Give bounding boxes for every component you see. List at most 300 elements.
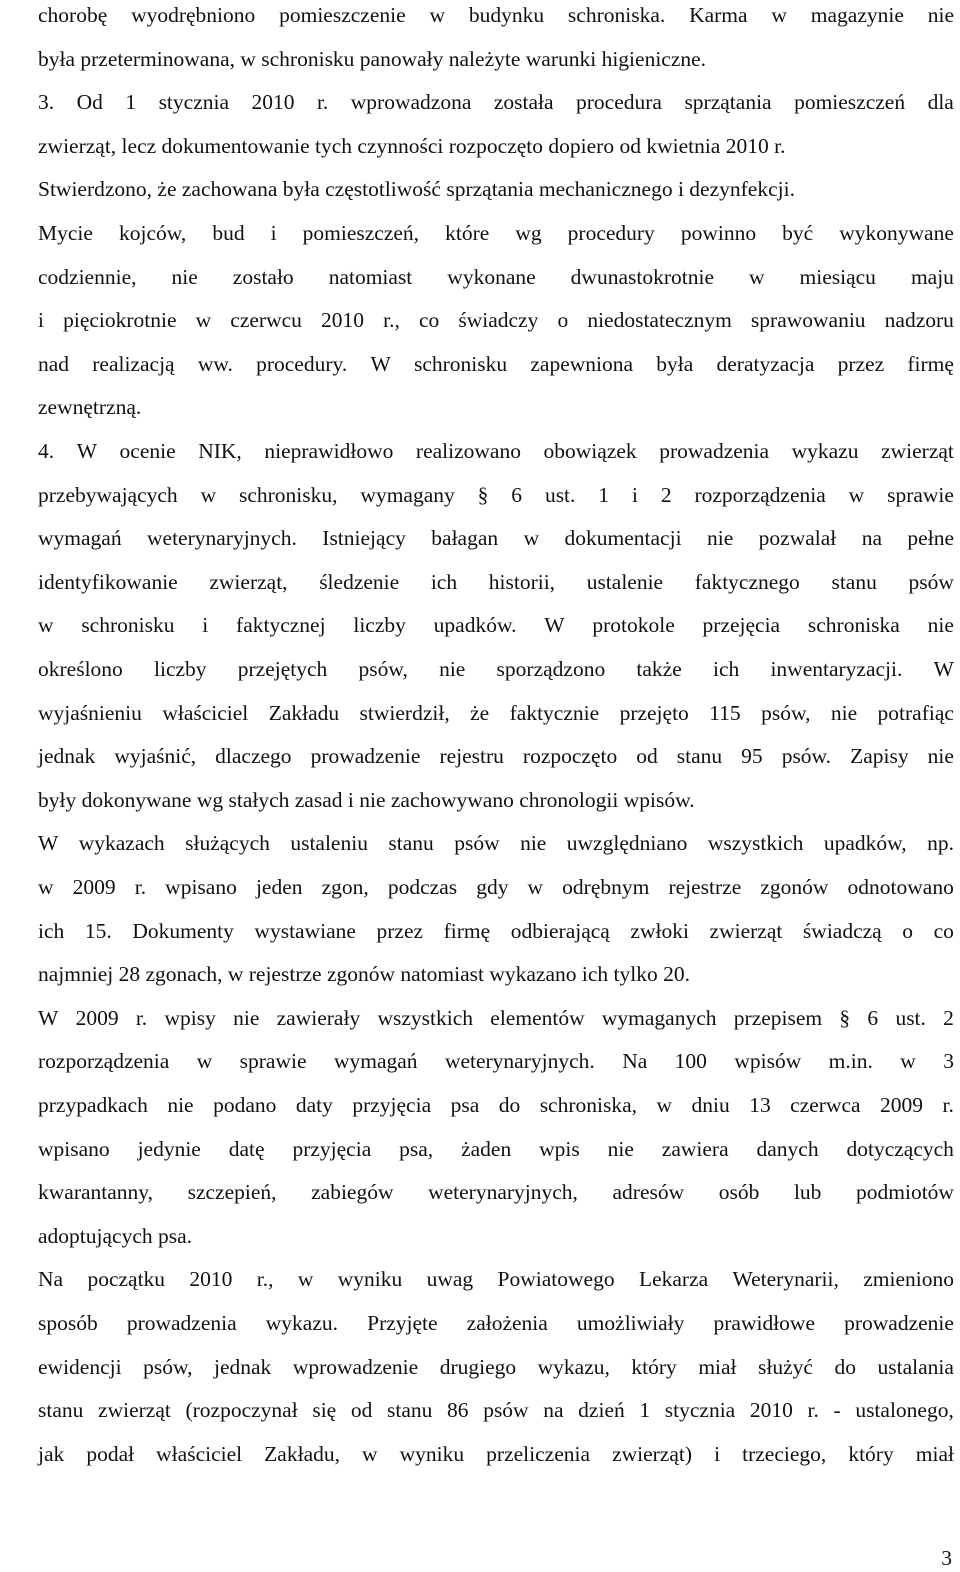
word: rozporządzenia — [694, 482, 826, 507]
word: magazynie — [810, 3, 904, 27]
word: rejestru — [439, 744, 504, 769]
word: w — [523, 526, 540, 551]
word: także — [636, 657, 682, 681]
word: zwierząt — [881, 439, 954, 463]
word: wymagany — [360, 482, 455, 507]
word: wymagań — [333, 1049, 418, 1074]
word: jeden — [255, 875, 303, 899]
word: które — [445, 221, 490, 245]
word: w — [195, 308, 212, 333]
word: gdy — [476, 875, 509, 899]
word: ustalania — [877, 1354, 954, 1379]
word: stycznia — [664, 1398, 736, 1423]
word: stanu — [831, 569, 877, 594]
word: 100 — [674, 1049, 707, 1074]
word: w — [527, 875, 544, 899]
word: psów — [454, 831, 500, 856]
word: realizowano — [415, 439, 521, 463]
word: Mycie — [38, 221, 93, 245]
word: nie — [167, 1093, 194, 1117]
word: m.in. — [828, 1049, 873, 1074]
word: psów, — [761, 700, 811, 725]
word: się — [312, 1398, 337, 1423]
word: wszystkich — [377, 1005, 474, 1030]
word: dzień — [578, 1398, 625, 1423]
word: 1 — [598, 482, 610, 507]
word: w — [429, 3, 446, 27]
word: prowadzenia — [659, 439, 770, 463]
word: do — [834, 1354, 856, 1379]
text-line — [38, 2, 954, 28]
word: schroniska — [807, 613, 900, 638]
word: i — [631, 482, 638, 507]
word: pomieszczeń, — [302, 221, 420, 245]
word: 115 — [709, 700, 741, 725]
word: NIK, — [198, 439, 242, 463]
word: bałagan — [431, 526, 499, 551]
word: identyfikowanie — [38, 569, 178, 594]
page-number: 3 — [941, 1546, 952, 1570]
word: i — [202, 613, 209, 638]
word: w — [848, 482, 865, 507]
word: na — [861, 526, 882, 551]
word: wymaganych — [601, 1005, 717, 1030]
word: psów — [483, 1398, 529, 1423]
word: stanu — [387, 1398, 433, 1423]
word: daty — [295, 1093, 333, 1117]
word: ust. — [544, 482, 576, 507]
word: sprzątania — [684, 90, 772, 115]
word: upadków. — [433, 613, 517, 638]
text-line — [38, 307, 954, 333]
word: wykazu, — [537, 1354, 610, 1379]
word: podmiotów — [856, 1180, 954, 1205]
word: weterynaryjnych, — [428, 1180, 578, 1205]
word: czerwcu — [230, 308, 302, 333]
word: od — [636, 744, 658, 769]
word: Zakładu, — [264, 1441, 340, 1466]
text-line — [38, 1310, 954, 1336]
word: schroniska. — [567, 3, 666, 27]
word: pełne — [907, 526, 954, 551]
word: nie — [927, 613, 954, 638]
text-line: zewnętrzną. — [38, 395, 142, 420]
word: prowadzenie — [310, 744, 421, 769]
text-line — [38, 438, 954, 464]
word: ich — [712, 657, 740, 681]
word: rozpoczęto — [522, 744, 618, 769]
word: nadzoru — [884, 308, 954, 333]
word: ust. — [895, 1005, 926, 1030]
word: psów — [908, 569, 954, 594]
word: że — [470, 700, 490, 725]
word: przez — [837, 351, 885, 376]
word: śledzenie — [319, 569, 400, 594]
word: W — [38, 1005, 59, 1030]
word: prowadzenia — [126, 1311, 237, 1335]
word: przez — [376, 918, 424, 943]
word: który — [848, 1441, 894, 1466]
word: nie — [439, 657, 466, 681]
word: podał — [86, 1441, 135, 1466]
word: rejestrze — [668, 875, 742, 899]
word: powinno — [680, 221, 757, 245]
word: wpisy — [164, 1005, 216, 1030]
word: schronisku, — [238, 482, 338, 507]
word: nie — [607, 1136, 634, 1161]
word: 2010 — [321, 308, 364, 333]
word: uwag — [426, 1267, 474, 1292]
word: zabiegów — [311, 1180, 394, 1205]
word: faktycznej — [236, 613, 326, 638]
word: procedury. — [256, 351, 348, 376]
word: co — [933, 918, 954, 943]
word: wykazach — [78, 831, 165, 856]
word: wyniku — [337, 1267, 403, 1292]
word: 95 — [741, 744, 763, 769]
word: czerwca — [790, 1093, 861, 1117]
word: 2009 — [880, 1093, 924, 1117]
text-line — [38, 1136, 954, 1162]
word: zgonów — [760, 875, 829, 899]
text-line — [38, 1441, 954, 1467]
word: w — [200, 482, 217, 507]
word: w — [196, 1049, 213, 1074]
text-line — [38, 612, 954, 638]
word: r., — [383, 308, 400, 333]
word: osób — [718, 1180, 760, 1205]
word: wszystkich — [707, 831, 804, 856]
word: W — [38, 831, 59, 856]
word: upadków, — [823, 831, 907, 856]
word: pięciokrotnie — [63, 308, 177, 333]
word: wymagań — [38, 526, 122, 551]
word: przejętych — [237, 657, 328, 681]
word: 2009 — [72, 875, 116, 899]
word: procedury — [567, 221, 655, 245]
word: liczby — [154, 657, 207, 681]
text-line — [38, 351, 954, 377]
word: zapewniona — [530, 351, 634, 376]
word: została — [493, 90, 554, 115]
word: w — [771, 3, 787, 27]
word: stwierdził, — [359, 700, 450, 725]
word: wyniku — [399, 1441, 465, 1466]
word: co — [418, 308, 440, 333]
word: wykazu. — [265, 1311, 339, 1335]
word: stanu — [388, 831, 434, 856]
word: który — [631, 1354, 677, 1379]
word: (rozpoczynał — [185, 1398, 298, 1423]
word: szczepień, — [187, 1180, 277, 1205]
text-line — [38, 569, 954, 595]
word: odbierającą — [510, 918, 610, 943]
word: zawierały — [276, 1005, 361, 1030]
word: Dokumenty — [132, 918, 234, 943]
word: Karma — [689, 3, 748, 27]
word: przyjęcia — [292, 1136, 372, 1161]
word: procedura — [576, 90, 662, 115]
word: np. — [927, 831, 954, 856]
word: faktycznie — [509, 700, 600, 725]
word: uwzględniano — [566, 831, 688, 856]
word: codziennie, — [38, 264, 137, 289]
word: prowadzenie — [844, 1311, 954, 1335]
text-line: były dokonywane wg stałych zasad i nie zachowywano chronologii wpisów. — [38, 787, 695, 812]
word: nad — [38, 351, 70, 376]
word: zostało — [232, 264, 294, 289]
word: prawidłowe — [713, 1311, 815, 1335]
word: na — [543, 1398, 564, 1423]
word: natomiast — [328, 264, 413, 289]
word: trzeciego, — [742, 1441, 827, 1466]
word: Na — [622, 1049, 648, 1074]
word: i — [270, 221, 277, 245]
word: podczas — [387, 875, 458, 899]
word: jednak — [38, 744, 96, 769]
word: psów, — [358, 657, 408, 681]
word: sporządzono — [496, 657, 606, 681]
text-line — [38, 1005, 954, 1031]
word: być — [782, 221, 814, 245]
word: dotyczących — [846, 1136, 954, 1161]
word: o — [557, 308, 569, 333]
word: w — [362, 1441, 378, 1466]
word: 2 — [943, 1005, 954, 1030]
word: historii, — [488, 569, 556, 594]
word: początku — [87, 1267, 166, 1292]
word: ewidencji — [38, 1354, 122, 1379]
text-line: adoptujących psa. — [38, 1223, 193, 1248]
word: służyć — [758, 1354, 813, 1379]
word: 2010 — [749, 1398, 793, 1423]
word: dwunastokrotnie — [570, 264, 714, 289]
word: w — [900, 1049, 916, 1074]
word: - — [833, 1398, 841, 1423]
word: właściciel — [156, 1441, 243, 1466]
word: w — [656, 1093, 673, 1117]
word: faktycznego — [694, 569, 800, 594]
word: Lekarza — [638, 1267, 709, 1292]
text-line — [38, 1266, 954, 1292]
word: pomieszczeń — [794, 90, 906, 115]
text-line: Stwierdzono, że zachowana była częstotliwość sprzątania mechanicznego i dezynfekcji. — [38, 177, 795, 202]
word: przeliczenia — [486, 1441, 591, 1466]
word: r. — [807, 1398, 819, 1423]
word: od — [350, 1398, 373, 1423]
word: dla — [927, 90, 954, 115]
word: Przyjęte — [367, 1311, 438, 1335]
word: zwłoki — [630, 918, 689, 943]
word: założenia — [466, 1311, 548, 1335]
text-line — [38, 482, 954, 508]
word: jedynie — [137, 1136, 201, 1161]
word: nie — [706, 526, 734, 551]
text-line — [38, 1092, 954, 1118]
word: w — [38, 875, 54, 899]
word: wyjaśnić, — [114, 744, 197, 769]
word: nie — [520, 831, 547, 856]
word: sprawie — [887, 482, 954, 507]
word: r. — [316, 90, 329, 115]
word: nie — [233, 1005, 260, 1030]
word: niedostatecznym — [587, 308, 732, 333]
word: rozporządzenia — [38, 1049, 170, 1074]
word: Weterynarii, — [732, 1267, 839, 1292]
word: psa — [450, 1093, 480, 1117]
word: firmę — [907, 351, 954, 376]
word: W — [76, 439, 97, 463]
word: przypadkach — [38, 1093, 148, 1117]
word: zwierząt — [98, 1398, 171, 1423]
word: 1 — [125, 90, 137, 115]
word: ustalenie — [586, 569, 664, 594]
word: wykonywane — [839, 221, 954, 245]
word: Na — [38, 1267, 64, 1292]
word: psa, — [399, 1136, 434, 1161]
text-line: zwierząt, lecz dokumentowanie tych czynności rozpoczęto dopiero od kwietnia 2010 r. — [38, 133, 786, 158]
word: maju — [910, 264, 954, 289]
word: stanu — [38, 1398, 84, 1423]
word: ustalonego, — [855, 1398, 954, 1423]
word: lub — [793, 1180, 822, 1205]
text-line — [38, 874, 954, 900]
text-line — [38, 918, 954, 944]
text-line — [38, 264, 954, 290]
word: przejęto — [619, 700, 689, 725]
word: i — [38, 308, 44, 333]
word: ich — [38, 918, 65, 943]
text-line — [38, 700, 954, 726]
word: chorobę — [38, 3, 108, 27]
word: jak — [38, 1441, 65, 1466]
text-line — [38, 1397, 954, 1423]
word: stanu — [676, 744, 723, 769]
word: miał — [915, 1441, 954, 1466]
word: nieprawidłowo — [264, 439, 394, 463]
word: 13 — [749, 1093, 771, 1117]
text-line — [38, 1179, 954, 1205]
word: deratyzacja — [716, 351, 815, 376]
word: wpisano — [38, 1136, 110, 1161]
word: 86 — [447, 1398, 469, 1423]
word: stycznia — [158, 90, 230, 115]
word: nie — [830, 700, 858, 725]
word: 2010 — [189, 1267, 233, 1292]
word: zgon, — [321, 875, 369, 899]
word: 6 — [511, 482, 523, 507]
word: W — [370, 351, 391, 376]
word: zmieniono — [863, 1267, 954, 1292]
word: psów. — [781, 744, 832, 769]
word: protokole — [592, 613, 675, 638]
word: do — [498, 1093, 521, 1117]
word: miał — [698, 1354, 737, 1379]
word: schronisku — [413, 351, 508, 376]
word: dniu — [691, 1093, 730, 1117]
word: adresów — [612, 1180, 685, 1205]
word: wykazu — [791, 439, 859, 463]
word: świadczą — [802, 918, 882, 943]
word: była — [656, 351, 694, 376]
word: ocenie — [119, 439, 176, 463]
word: ich — [430, 569, 458, 594]
word: schroniska, — [539, 1093, 638, 1117]
word: 1 — [639, 1398, 651, 1423]
word: wpisów — [734, 1049, 802, 1074]
word: i — [714, 1441, 721, 1466]
word: 2 — [660, 482, 672, 507]
word: 6 — [867, 1005, 879, 1030]
word: r., — [256, 1267, 274, 1292]
word: wprowadzona — [350, 90, 472, 115]
word: przepisem — [733, 1005, 823, 1030]
word: zawiera — [661, 1136, 729, 1161]
word: żaden — [461, 1136, 512, 1161]
word: drugiego — [439, 1354, 517, 1379]
word: podano — [213, 1093, 277, 1117]
word: nie — [927, 744, 954, 769]
word: przebywających — [38, 482, 178, 507]
word: potrafiąc — [877, 700, 954, 725]
word: nie — [927, 3, 954, 27]
word: danych — [756, 1136, 819, 1161]
word: W — [933, 657, 954, 681]
word: r. — [135, 1005, 148, 1030]
text-line — [38, 525, 954, 551]
word: weterynaryjnych. — [444, 1049, 595, 1074]
word: sposób — [38, 1311, 98, 1335]
word: przejęcia — [702, 613, 781, 638]
word: schronisku — [81, 613, 175, 638]
text-line — [38, 656, 954, 682]
word: ustaleniu — [290, 831, 368, 856]
word: psów, — [143, 1354, 193, 1379]
word: w — [38, 613, 54, 638]
word: umożliwiały — [576, 1311, 685, 1335]
word: zwierząt) — [612, 1441, 693, 1466]
word: świadczy — [458, 308, 539, 333]
word: elementów — [490, 1005, 585, 1030]
word: liczby — [353, 613, 406, 638]
word: wystawiane — [254, 918, 356, 943]
word: sprawie — [239, 1049, 307, 1074]
word: § — [477, 482, 489, 507]
word: 4. — [38, 439, 55, 463]
word: obowiązek — [543, 439, 637, 463]
text-line: była przeterminowana, w schronisku panowały należyte warunki higieniczne. — [38, 46, 707, 71]
word: jednak — [213, 1354, 272, 1379]
word: weterynaryjnych. — [147, 526, 297, 551]
word: W — [544, 613, 565, 638]
word: 2009 — [75, 1005, 119, 1030]
word: w — [297, 1267, 314, 1292]
word: służących — [185, 831, 270, 856]
word: inwentaryzacji. — [770, 657, 903, 681]
word: Zapisy — [850, 744, 909, 769]
word: zwierząt, — [209, 569, 288, 594]
text-line — [38, 1048, 954, 1074]
word: wykonane — [447, 264, 536, 289]
word: w — [748, 264, 765, 289]
word: realizacją — [92, 351, 175, 376]
word: firmę — [443, 918, 491, 943]
text-line — [38, 743, 954, 769]
word: bud — [212, 221, 245, 245]
word: kwarantanny, — [38, 1180, 154, 1205]
word: kojców, — [118, 221, 187, 245]
text-line — [38, 1354, 954, 1380]
